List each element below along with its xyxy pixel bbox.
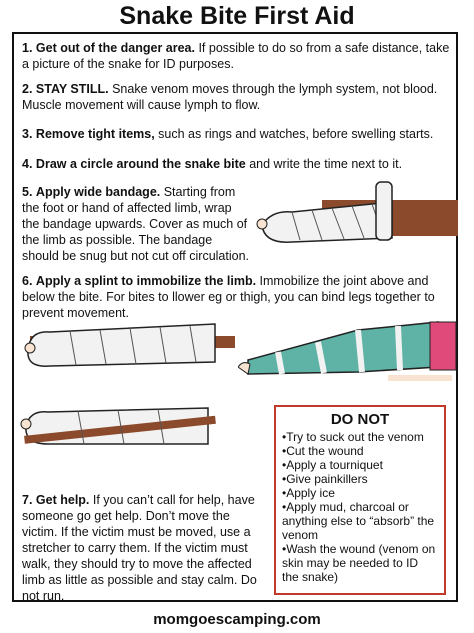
bandaged-leg [28,324,215,366]
step-3-number: 3. [22,127,33,141]
step-1-number: 1. [22,41,33,55]
toes [25,343,35,353]
step-3-heading: Remove tight items, [35,127,155,141]
step-2-body: Snake venom moves through the lymph system, not blood. Muscle movement will cause lymph to flow. [22,82,438,112]
step-6-number: 6. [22,274,33,288]
step-2 [22,81,450,113]
step-4 [22,156,450,172]
do-not-heading: DO NOT [330,411,390,428]
step-5-number: 5. [22,185,33,199]
do-not-list [282,430,438,584]
page-title: Snake Bite First Aid [119,2,355,30]
do-not-item: • Give painkillers [282,472,438,486]
feet [238,363,250,374]
do-not-item: • Apply mud, charcoal or anything else to “absorb” the venom [282,500,438,542]
step-4-heading: Draw a circle around the snake bite [35,157,246,171]
step-2-number: 2. [22,82,33,96]
footer-url[interactable]: momgoescamping.com [153,611,321,628]
step-1-body: If possible to do so from a safe distance, take a picture of the snake for ID purposes. [22,41,450,71]
do-not-box [274,405,446,595]
step-4-number: 4. [22,157,33,171]
step-5 [22,184,252,264]
step-2-heading: STAY STILL. [35,82,109,96]
toes [257,219,267,229]
step-7-heading: Get help. [35,493,90,507]
step-1 [22,40,450,72]
step-6-heading: Apply a splint to immobilize the limb. [35,274,257,288]
bandaged-foot-illustration [252,180,458,260]
splinted-leg-illustration [20,318,240,378]
step-6-body: Immobilize the joint above and below the bite. For bites to llower eg or thigh, you can bind legs together to prevent movement. [22,274,435,320]
step-3-body: such as rings and watches, before swelling starts. [154,127,434,141]
step-7 [22,492,258,604]
legs-bound-illustration [238,312,458,392]
step-3 [22,126,450,142]
do-not-item: • Try to suck out the venom [282,430,438,444]
step-7-body: If you can’t call for help, have someone go get help. Don’t move the victim. If the victim must be moved, use a stretcher to carry them. If the victim must walk, they should try to move the affected limb as little as possible and stay calm. Do not run. [22,493,257,603]
step-7-number: 7. [22,493,33,507]
bandage-roll [376,182,392,240]
step-5-body: Starting from the foot or hand of affected limb, wrap the bandage upwards. Cover as much of the limb as possible. The bandage should be snug but not cut off circulation. [22,185,250,263]
do-not-item: • Wash the wound (venom on skin may be needed to ID the snake) [282,542,438,584]
step-4-body: and write the time next to it. [245,157,403,171]
do-not-item: • Apply ice [282,486,438,500]
legs-pants [248,322,438,374]
shirt [430,322,456,370]
step-1-heading: Get out of the danger area. [35,41,195,55]
do-not-item: • Cut the wound [282,444,438,458]
bandaged-splint-foot-illustration [18,396,218,456]
bandage-wrap [262,202,392,242]
do-not-item: • Apply a tourniquet [282,458,438,472]
step-5-heading: Apply wide bandage. [35,185,161,199]
toes [21,419,31,429]
